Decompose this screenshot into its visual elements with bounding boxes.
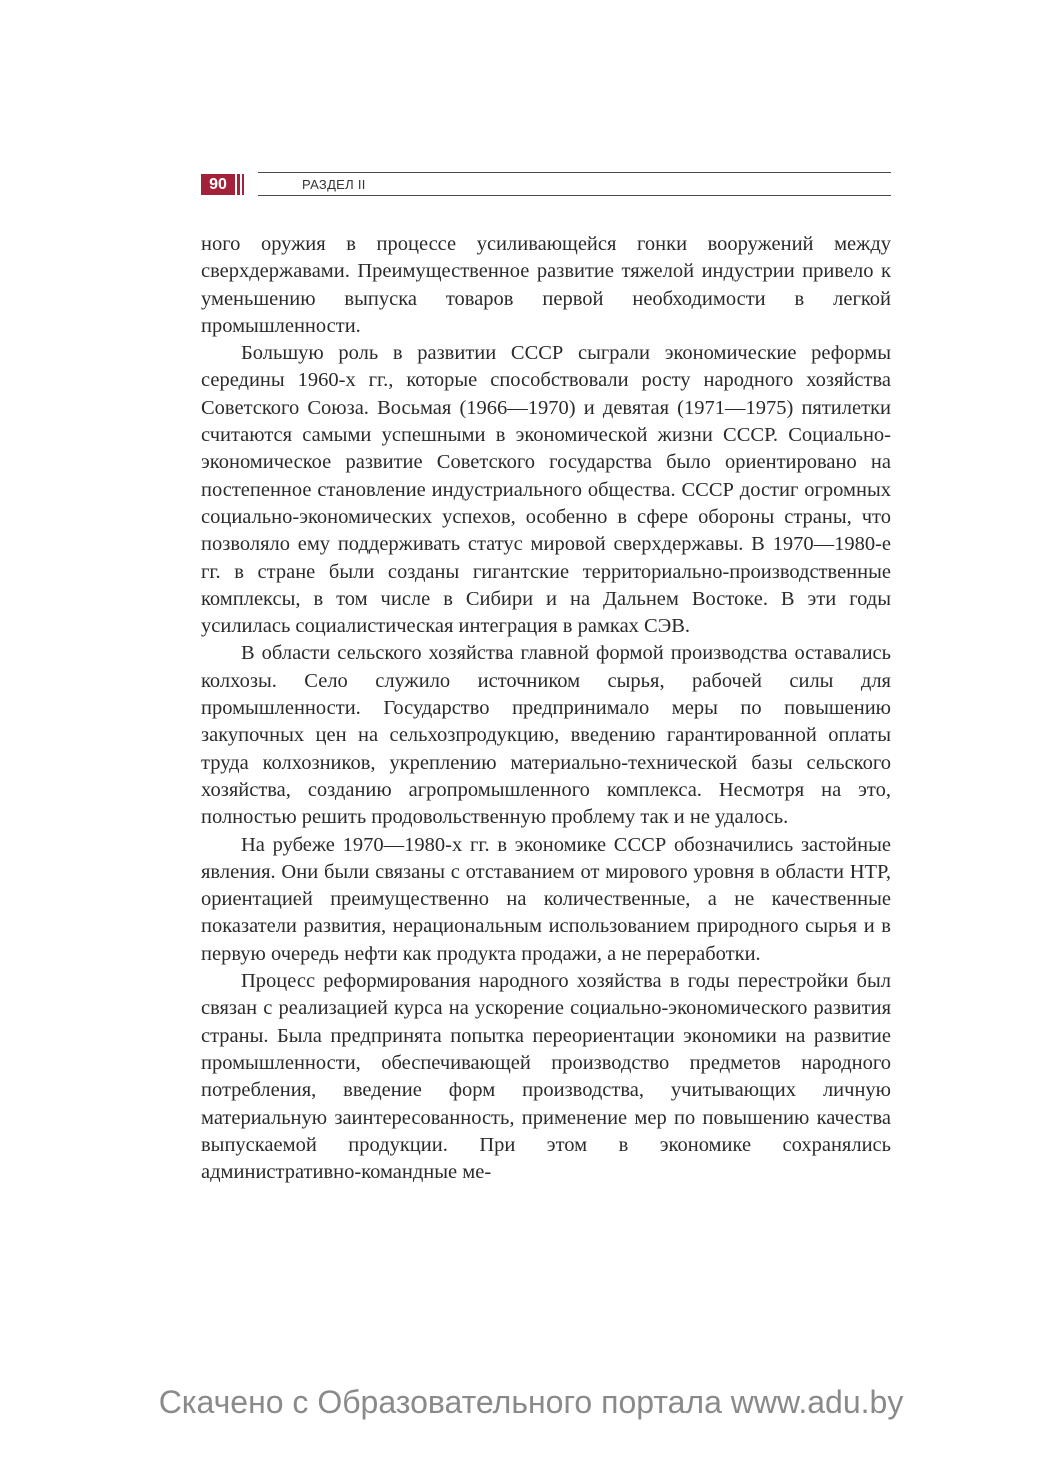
decorative-bar (237, 174, 240, 195)
paragraph: На рубеже 1970—1980-х гг. в экономике СССР обозначились застойные явления. Они были связаны с отставанием от мирового уровня в области НТР, ориентацией преимущественно на количественные, а не качественные показатели развития, нерациональным использованием природного сырья и в первую очередь нефти как продукта продажи, а не переработки. (201, 833, 891, 965)
page-header (201, 172, 891, 196)
header-rule-bottom (258, 195, 891, 196)
page-number-decoration (237, 174, 246, 195)
paragraph: В области сельского хозяйства главной формой производства оставались колхозы. Село служило источником сырья, рабочей силы для промышленности. Государство предпринимало меры по повышению закупочных цен на сельхозпродукцию, введению гарантированной оплаты труда колхозников, укреплению материально-технической базы сельского хозяйства, созданию агропромышленного комплекса. Несмотря на это, полностью решить продовольственную проблему так и не удалось. (201, 642, 891, 829)
header-rule-top (258, 172, 891, 173)
decorative-bar (242, 174, 244, 195)
paragraph: ного оружия в процессе усиливающейся гонки вооружений между сверхдержавами. Преимущественное развитие тяжелой индустрии привело к уменьшению выпуска товаров первой необходимости в легкой промышленности. (201, 233, 891, 337)
body-text (201, 231, 891, 1186)
footer-watermark: Скачено с Образовательного портала www.adu.by (158, 1384, 904, 1420)
page-number: 90 (201, 174, 235, 195)
paragraph: Процесс реформирования народного хозяйства в годы перестройки был связан с реализацией курса на ускорение социально-экономического развития страны. Была предпринята попытка переориентации экономики на развитие промышленности, обеспечивающей производство предметов народного потребления, введение форм производства, учитывающих личную материальную заинтересованность, применение мер по повышению качества выпускаемой продукции. При этом в экономике сохранялись административно-командные ме- (201, 970, 891, 1184)
paragraph: Большую роль в развитии СССР сыграли экономические реформы середины 1960-х гг., которые способствовали росту народного хозяйства Советского Союза. Восьмая (1966—1970) и девятая (1971—1975) пятилетки считаются самыми успешными в экономической жизни СССР. Социально-экономическое развитие Советского государства было ориентировано на постепенное становление индустриального общества. СССР достиг огромных социально-экономических успехов, особенно в сфере обороны страны, что позволяло ему поддерживать статус мировой сверхдержавы. В 1970—1980-е гг. в стране были созданы гигантские территориально-производственные комплексы, в том числе в Сибири и на Дальнем Востоке. В эти годы усилилась социалистическая интеграция в рамках СЭВ. (201, 342, 891, 638)
section-label: РАЗДЕЛ II (302, 177, 366, 192)
